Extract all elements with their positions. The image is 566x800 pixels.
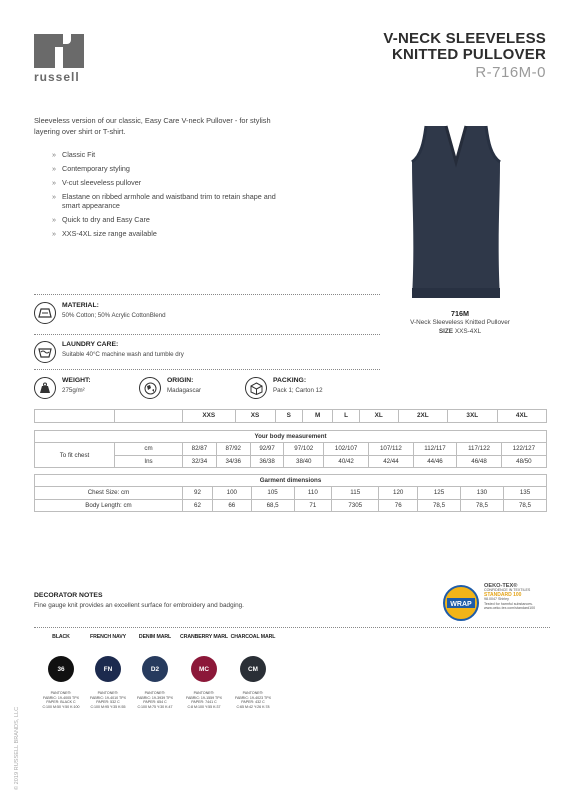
size-cell: 2XL [398, 410, 447, 423]
unit-cell: Ins [115, 455, 183, 468]
garment-image [396, 122, 516, 308]
table-cell: 100 [212, 487, 251, 500]
garment-dimensions-heading: Garment dimensions [35, 475, 547, 487]
oeko-note: Tested for harmful substances. www.oeko-tex.com/standard100 [484, 601, 536, 611]
laundry-label: LAUNDRY CARE: [62, 341, 119, 348]
size-header-row [35, 410, 547, 423]
size-cell: L [333, 410, 359, 423]
table-row [35, 499, 547, 512]
colour-circle: D2 [142, 656, 168, 682]
colour-swatch-charcoal-marl[interactable] [225, 634, 281, 709]
origin-label: ORIGIN: [167, 377, 194, 384]
colour-swatch-cranberry-marl[interactable] [176, 634, 232, 709]
table-cell: 122/127 [501, 443, 546, 456]
colour-circle: 36 [48, 656, 74, 682]
packing-label: PACKING: [273, 377, 307, 384]
decorator-notes-heading: DECORATOR NOTES [34, 592, 103, 599]
table-cell: 68,5 [251, 499, 294, 512]
size-cell: XXS [183, 410, 236, 423]
table-cell: 44/46 [413, 455, 457, 468]
blank-cell [115, 410, 183, 423]
size-cell: 4XL [497, 410, 546, 423]
unit-cell: cm [115, 443, 183, 456]
body-measurement-heading: Your body measurement [35, 431, 547, 443]
section-heading-row [35, 431, 547, 443]
table-cell: 71 [294, 499, 332, 512]
colour-name: DENIM MARL [138, 634, 172, 640]
oeko-title: OEKO-TEX® [484, 583, 518, 589]
pantone-info: PANTONE®: FABRIC: 19-3939 TPX PAPER: 654 C C:100 M:75 Y:30 K:47 [136, 691, 174, 709]
oeko-sub: CONFIDENCE IN TEXTILES [484, 588, 531, 593]
size-caption [390, 328, 530, 335]
size-cell: S [275, 410, 302, 423]
table-cell: 112/117 [413, 443, 457, 456]
globe-icon [139, 377, 161, 399]
table-cell: 66 [212, 499, 251, 512]
product-name-caption: V-Neck Sleeveless Knitted Pullover [410, 319, 510, 326]
table-cell: 82/87 [183, 443, 217, 456]
box-icon [245, 377, 267, 399]
size-caption-label: SIZE [438, 328, 454, 335]
table-cell: 38/40 [284, 455, 324, 468]
table-cell: 97/102 [284, 443, 324, 456]
table-cell: 78,5 [460, 499, 503, 512]
table-cell: 7305 [332, 499, 379, 512]
wrap-certified-logo [441, 584, 481, 622]
colour-name: CRANBERRY MARL [180, 634, 228, 640]
colour-swatch-denim-marl[interactable] [127, 634, 183, 709]
table-cell: 48/50 [501, 455, 546, 468]
decorator-notes-text: Fine gauge knit provides an excellent surface for embroidery and badging. [34, 602, 244, 609]
to-fit-chest-label: To fit chest [35, 443, 115, 468]
divider [34, 294, 380, 295]
table-cell: 32/34 [183, 455, 217, 468]
origin-value: Madagascar [167, 387, 202, 394]
size-cell: M [302, 410, 333, 423]
colour-circle: MC [191, 656, 217, 682]
chest-size-label: Chest Size: cm [35, 487, 183, 500]
body-measurement-table [34, 430, 547, 468]
material-value: 50% Cotton; 50% Acrylic CottonBlend [62, 312, 166, 319]
table-row [35, 443, 547, 456]
table-cell: 107/112 [369, 443, 413, 456]
weight-value: 275g/m² [62, 387, 85, 394]
colour-name: FRENCH NAVY [90, 634, 126, 640]
feature-item: » V-cut sleeveless pullover [52, 178, 292, 187]
colour-circle: CM [240, 656, 266, 682]
packing-value: Pack 1; Carton 12 [273, 387, 323, 394]
divider [34, 627, 550, 628]
table-cell: 92 [183, 487, 213, 500]
table-cell: 117/122 [457, 443, 501, 456]
table-cell: 42/44 [369, 455, 413, 468]
table-cell: 78,5 [503, 499, 546, 512]
oeko-tex-label [484, 584, 548, 610]
blank-cell [35, 410, 115, 423]
pantone-info: PANTONE®: FABRIC: 19-4010 TPX PAPER: 532 C C:100 M:95 Y:35 K:55 [89, 691, 127, 709]
feature-item: » Quick to dry and Easy Care [52, 215, 292, 224]
table-cell: 46/48 [457, 455, 501, 468]
table-cell: 125 [418, 487, 461, 500]
size-cell: XS [235, 410, 275, 423]
colour-name: BLACK [52, 634, 70, 640]
feature-item: » Classic Fit [52, 150, 292, 159]
size-cell: XL [359, 410, 398, 423]
table-row [35, 487, 547, 500]
table-cell: 62 [183, 499, 213, 512]
table-cell: 40/42 [324, 455, 369, 468]
size-header-table [34, 409, 547, 423]
section-heading-row [35, 475, 547, 487]
product-code: R-716M-0 [475, 64, 546, 81]
logo-wordmark: russell [34, 70, 80, 84]
table-cell: 92/97 [250, 443, 284, 456]
logo-mark [34, 34, 84, 68]
garment-dimensions-table [34, 474, 547, 512]
product-title-line2: KNITTED PULLOVER [391, 46, 546, 63]
feature-item: » Elastane on ribbed armhole and waistband trim to retain shape and smart appearance [52, 192, 292, 210]
table-cell: 130 [460, 487, 503, 500]
colour-circle: FN [95, 656, 121, 682]
laundry-value: Suitable 40°C machine wash and tumble dry [62, 351, 184, 358]
divider [34, 334, 380, 335]
table-cell: 105 [251, 487, 294, 500]
table-cell: 102/107 [324, 443, 369, 456]
product-code-caption: 716M [451, 309, 469, 318]
feature-item: » Contemporary styling [52, 164, 292, 173]
size-caption-value: XXS-4XL [454, 328, 482, 335]
divider [34, 369, 380, 370]
wrap-logo-text: WRAP [450, 601, 472, 608]
oeko-number: 98.0047 Shirley [484, 597, 509, 602]
oeko-standard: STANDARD 100 [484, 591, 522, 598]
weight-label: WEIGHT: [62, 377, 91, 384]
table-cell: 76 [379, 499, 418, 512]
table-cell: 78,5 [418, 499, 461, 512]
table-cell: 34/36 [216, 455, 250, 468]
product-intro: Sleeveless version of our classic, Easy Care V-neck Pullover - for stylish layering over shirt or T-shirt. [34, 116, 271, 136]
washing-icon [34, 341, 56, 363]
table-cell: 110 [294, 487, 332, 500]
table-cell: 36/38 [250, 455, 284, 468]
table-cell: 135 [503, 487, 546, 500]
table-cell: 115 [332, 487, 379, 500]
table-cell: 87/92 [216, 443, 250, 456]
pantone-info: PANTONE®: FABRIC: 19-4023 TPX PAPER: 432 C C:65 M:42 Y:26 K:78 [234, 691, 272, 709]
weight-icon [34, 377, 56, 399]
size-cell: 3XL [448, 410, 497, 423]
product-title-line1: V-NECK SLEEVELESS [383, 30, 546, 47]
material-label: MATERIAL: [62, 302, 99, 309]
pantone-info: PANTONE®: FABRIC: 19-4005 TPX PAPER: BLACK C C:100 M:50 Y:50 K:100 [42, 691, 80, 709]
table-cell: 120 [379, 487, 418, 500]
fabric-icon [34, 302, 56, 324]
feature-item: » XXS-4XL size range available [52, 229, 292, 238]
pantone-info: PANTONE®: FABRIC: 19-1559 TPX PAPER: 7441 C C:8 M:100 Y:55 K:37 [185, 691, 223, 709]
copyright-notice: © 2019 RUSSELL BRANDS, LLC [14, 706, 20, 790]
colour-name: CHARCOAL MARL [230, 634, 276, 640]
feature-list [52, 150, 292, 243]
body-length-label: Body Length: cm [35, 499, 183, 512]
russell-logo [34, 34, 90, 86]
